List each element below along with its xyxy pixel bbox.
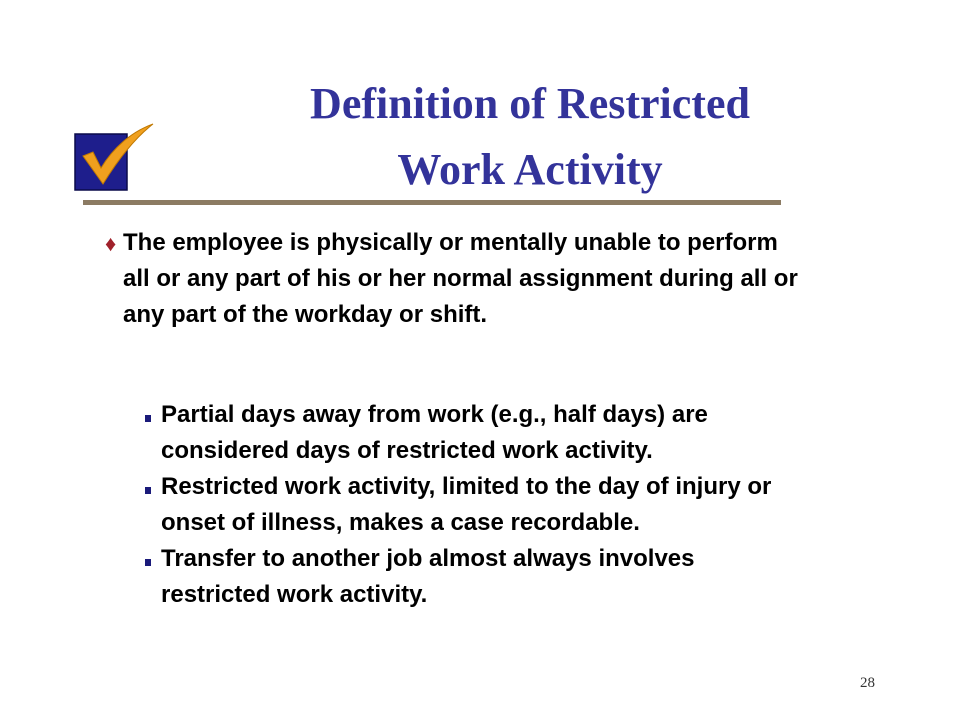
diamond-bullet-icon: ♦ bbox=[105, 231, 117, 256]
square-bullet-icon bbox=[145, 559, 151, 566]
page-number: 28 bbox=[860, 675, 875, 691]
sub-bullet-text: Partial days away from work (e.g., half days) are considered days of restricted work activity. bbox=[161, 401, 708, 464]
sub-bullet-text: Transfer to another job almost always involves restricted work activity. bbox=[161, 545, 695, 608]
square-bullet-icon bbox=[145, 415, 151, 422]
title-divider bbox=[83, 200, 781, 205]
sub-bullet-item bbox=[143, 397, 803, 469]
sub-bullet-list bbox=[143, 397, 803, 613]
sub-bullet-text: Restricted work activity, limited to the day of injury or onset of illness, makes a case recordable. bbox=[161, 473, 772, 536]
main-bullet-text: The employee is physically or mentally unable to perform all or any part of his or her normal assignment during all or any part of the workday or shift. bbox=[123, 229, 798, 328]
main-bullet bbox=[105, 225, 805, 333]
slide-title-line-1: Definition of Restricted bbox=[310, 79, 750, 128]
sub-bullet-item bbox=[143, 469, 803, 541]
slide-title-line-2: Work Activity bbox=[397, 145, 663, 194]
checkmark-icon bbox=[73, 122, 163, 192]
sub-bullet-item bbox=[143, 541, 803, 613]
square-bullet-icon bbox=[145, 487, 151, 494]
